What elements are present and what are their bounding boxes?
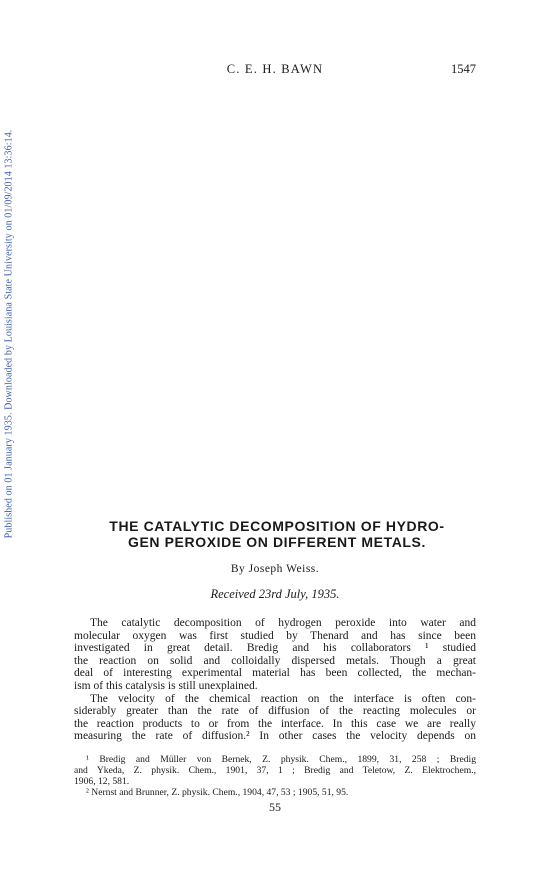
title-line-2: GEN PEROXIDE ON DIFFERENT METALS. bbox=[127, 534, 426, 550]
body-line: siderably greater than the rate of diffusion of the reacting molecules or bbox=[74, 705, 476, 718]
page-number: 1547 bbox=[451, 62, 476, 76]
bottom-page-number: 55 bbox=[269, 800, 281, 814]
download-stamp bbox=[0, 99, 20, 569]
body-line: The catalytic decomposition of hydrogen peroxide into water and bbox=[90, 617, 476, 629]
article-title bbox=[76, 518, 478, 550]
download-stamp-text: Published on 01 January 1935. Downloaded by Louisiana State University on 01/09/2014 13:36:14. bbox=[3, 129, 15, 539]
body-line: investigated in great detail. Bredig and his collaborators ¹ studied bbox=[74, 642, 476, 655]
body-line: measuring the rate of diffusion.² In other cases the velocity depends on bbox=[74, 730, 476, 743]
title-line-1: THE CATALYTIC DECOMPOSITION OF HYDRO- bbox=[109, 518, 445, 534]
footnote-line: ¹ Bredig and Müller von Bernek, Z. physik. Chem., 1899, 31, 258 ; Bredig bbox=[86, 754, 476, 765]
body-line: molecular oxygen was first studied by Thenard and has since been bbox=[74, 629, 476, 642]
article-body bbox=[74, 617, 476, 743]
body-line: the reaction products to or from the interface. In this case we are really bbox=[74, 717, 476, 730]
running-head: C. E. H. BAWN bbox=[226, 62, 324, 76]
footnotes bbox=[74, 754, 476, 798]
body-line: ism of this catalysis is still unexplained. bbox=[74, 679, 258, 692]
footnote-line: and Ykeda, Z. physik. Chem., 1901, 37, 1 ; Bredig and Teletow, Z. Elektrochem., bbox=[74, 765, 476, 776]
received-date: Received 23rd July, 1935. bbox=[210, 587, 340, 601]
author-byline: By Joseph Weiss. bbox=[230, 563, 320, 575]
body-line: the reaction on solid and colloidally dispersed metals. Though a great bbox=[74, 654, 476, 667]
footnote-line: ² Nernst and Brunner, Z. physik. Chem., 1904, 47, 53 ; 1905, 51, 95. bbox=[86, 787, 349, 798]
body-line: deal of interesting experimental material has been collected, the mechan- bbox=[74, 667, 476, 680]
footnote-line: 1906, 12, 581. bbox=[74, 776, 130, 787]
body-line: The velocity of the chemical reaction on the interface is often con- bbox=[90, 692, 476, 705]
page-header bbox=[74, 62, 476, 78]
